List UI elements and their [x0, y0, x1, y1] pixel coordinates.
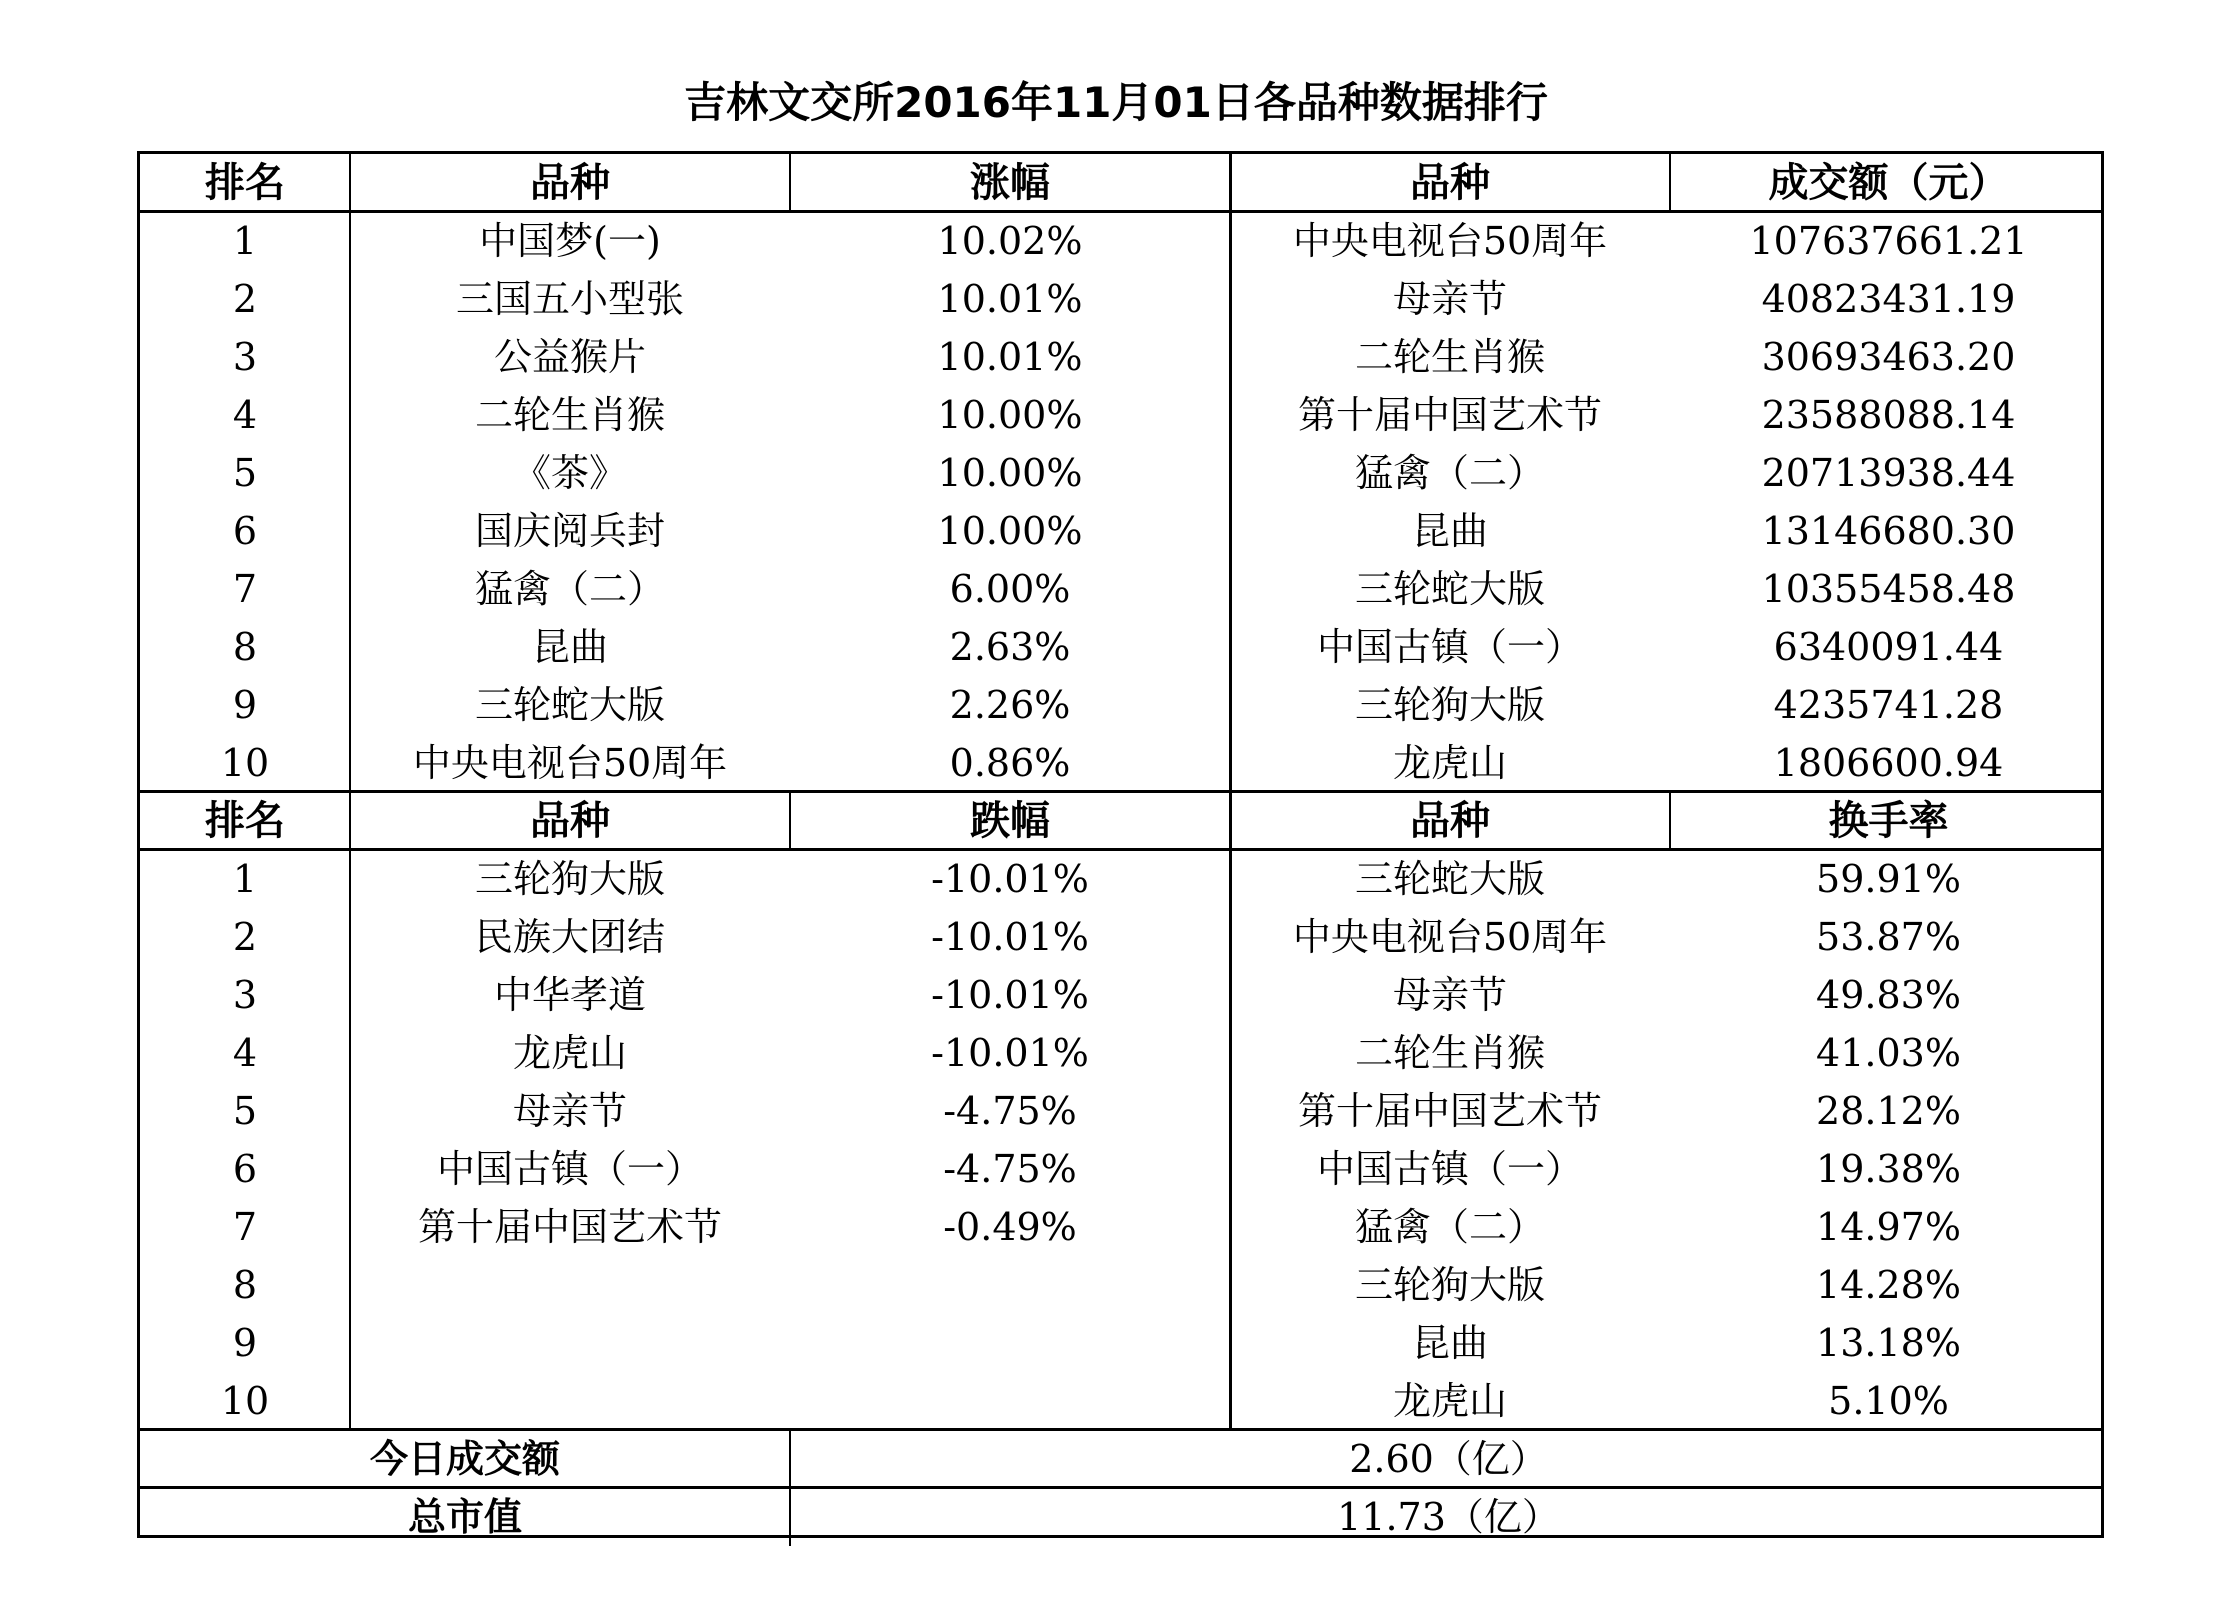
column-divider [1229, 154, 1232, 1430]
summary-row-market-cap [140, 1488, 2101, 1546]
cell-rank: 5 [232, 451, 258, 495]
cell-value: 19.38% [1816, 1147, 1961, 1191]
table-row [140, 1256, 2101, 1314]
summary-value: 11.73（亿） [1337, 1495, 1560, 1539]
page-title: 吉林文交所2016年11月01日各品种数据排行 [684, 78, 1548, 127]
cell-rank: 6 [232, 509, 258, 553]
cell-value: 40823431.19 [1761, 277, 2016, 321]
table-row [140, 676, 2101, 734]
cell-item: 第十届中国艺术节 [1297, 393, 1602, 437]
cell-item: 第十届中国艺术节 [417, 1205, 722, 1249]
cell-rank: 2 [232, 915, 258, 959]
cell-value: 28.12% [1816, 1089, 1961, 1133]
cell-rank: 3 [232, 973, 258, 1017]
cell-rank: 1 [232, 219, 258, 263]
cell-value: 41.03% [1816, 1031, 1961, 1075]
cell-change: 10.00% [937, 451, 1083, 495]
cell-item: 中国古镇（一） [1316, 625, 1583, 669]
cell-change: 10.01% [937, 335, 1083, 379]
table-row [140, 1140, 2101, 1198]
cell-change: -0.49% [943, 1205, 1077, 1249]
summary-label: 总市值 [407, 1495, 522, 1539]
cell-change [790, 1372, 1230, 1430]
cell-change: -10.01% [931, 973, 1089, 1017]
table-row [140, 212, 2101, 270]
cell-value: 6340091.44 [1773, 625, 2004, 669]
column-divider [789, 1430, 791, 1546]
column-divider [349, 154, 351, 1430]
table-row [140, 560, 2101, 618]
cell-item: 三轮狗大版 [1354, 683, 1545, 727]
header-change: 涨幅 [970, 160, 1050, 206]
table-row [140, 1082, 2101, 1140]
cell-item: 龙虎山 [1392, 1379, 1507, 1423]
cell-item: 母亲节 [1392, 277, 1507, 321]
column-divider [1669, 792, 1671, 850]
cell-item: 中华孝道 [493, 973, 646, 1017]
column-divider [789, 792, 791, 850]
cell-value: 1806600.94 [1773, 741, 2004, 785]
cell-item: 三轮蛇大版 [1354, 857, 1545, 901]
ranking-table [137, 151, 2104, 1538]
cell-item: 三轮蛇大版 [1354, 567, 1545, 611]
table-row [140, 734, 2101, 792]
cell-value: 4235741.28 [1773, 683, 2004, 727]
summary-label: 今日成交额 [369, 1437, 560, 1481]
cell-item: 二轮生肖猴 [1354, 1031, 1545, 1075]
header-item: 品种 [1410, 798, 1490, 844]
header-row [140, 154, 2101, 212]
cell-change [790, 1314, 1230, 1372]
cell-rank: 6 [232, 1147, 258, 1191]
cell-item: 中国梦(一) [479, 219, 661, 263]
cell-change: -10.01% [931, 1031, 1089, 1075]
table-row [140, 270, 2101, 328]
table-row [140, 908, 2101, 966]
header-rank: 排名 [205, 160, 285, 206]
header-change: 跌幅 [970, 798, 1050, 844]
cell-item: 国庆阅兵封 [474, 509, 665, 553]
cell-item: 公益猴片 [493, 335, 646, 379]
cell-change [790, 1256, 1230, 1314]
header-row [140, 792, 2101, 850]
cell-change: -10.01% [931, 857, 1089, 901]
header-item: 品种 [1410, 160, 1490, 206]
cell-change: 2.26% [949, 683, 1071, 727]
cell-rank: 1 [232, 857, 258, 901]
cell-item: 三轮狗大版 [474, 857, 665, 901]
cell-item: 三轮蛇大版 [474, 683, 665, 727]
cell-change: 2.63% [949, 625, 1071, 669]
cell-item: 《茶》 [512, 451, 627, 495]
cell-item: 三轮狗大版 [1354, 1263, 1545, 1307]
cell-item: 昆曲 [531, 625, 608, 669]
cell-item: 猛禽（二） [1354, 451, 1545, 495]
column-divider [1669, 154, 1671, 212]
table-row [140, 1314, 2101, 1372]
header-rank: 排名 [205, 798, 285, 844]
table-row [140, 618, 2101, 676]
cell-change: 0.86% [949, 741, 1071, 785]
cell-value: 14.97% [1816, 1205, 1961, 1249]
cell-item: 中国古镇（一） [1316, 1147, 1583, 1191]
cell-rank: 3 [232, 335, 258, 379]
cell-item [350, 1256, 790, 1314]
cell-item: 母亲节 [512, 1089, 627, 1133]
table-row [140, 444, 2101, 502]
header-item: 品种 [530, 160, 610, 206]
cell-item: 中央电视台50周年 [1292, 219, 1608, 263]
cell-item: 昆曲 [1411, 1321, 1488, 1365]
cell-item: 民族大团结 [474, 915, 665, 959]
table-row [140, 1198, 2101, 1256]
cell-value: 13146680.30 [1761, 509, 2016, 553]
cell-item: 龙虎山 [1392, 741, 1507, 785]
cell-rank: 7 [232, 1205, 258, 1249]
cell-change: 10.01% [937, 277, 1083, 321]
cell-change: -10.01% [931, 915, 1089, 959]
cell-rank: 9 [232, 1321, 258, 1365]
cell-item: 猛禽（二） [1354, 1205, 1545, 1249]
cell-item: 母亲节 [1392, 973, 1507, 1017]
cell-value: 10355458.48 [1761, 567, 2016, 611]
cell-change: 6.00% [949, 567, 1071, 611]
cell-change: -4.75% [943, 1089, 1077, 1133]
cell-value: 107637661.21 [1749, 219, 2028, 263]
cell-rank: 5 [232, 1089, 258, 1133]
cell-value: 49.83% [1816, 973, 1961, 1017]
table-row [140, 386, 2101, 444]
cell-rank: 2 [232, 277, 258, 321]
cell-item: 中国古镇（一） [436, 1147, 703, 1191]
cell-value: 5.10% [1828, 1379, 1949, 1423]
cell-item: 中央电视台50周年 [1292, 915, 1608, 959]
cell-change: 10.00% [937, 393, 1083, 437]
header-item: 品种 [530, 798, 610, 844]
cell-value: 20713938.44 [1761, 451, 2016, 495]
cell-value: 13.18% [1816, 1321, 1961, 1365]
cell-rank: 10 [220, 741, 270, 785]
cell-change: 10.00% [937, 509, 1083, 553]
cell-item [350, 1314, 790, 1372]
cell-rank: 8 [232, 625, 258, 669]
cell-value: 59.91% [1816, 857, 1961, 901]
table-row [140, 966, 2101, 1024]
cell-rank: 9 [232, 683, 258, 727]
cell-value: 14.28% [1816, 1263, 1961, 1307]
summary-row-today-volume [140, 1430, 2101, 1488]
cell-item: 二轮生肖猴 [474, 393, 665, 437]
cell-item: 三国五小型张 [455, 277, 684, 321]
cell-rank: 4 [232, 393, 258, 437]
header-value: 换手率 [1828, 798, 1949, 844]
cell-item: 龙虎山 [512, 1031, 627, 1075]
cell-item: 中央电视台50周年 [412, 741, 728, 785]
cell-rank: 4 [232, 1031, 258, 1075]
column-divider [789, 154, 791, 212]
table-row [140, 328, 2101, 386]
cell-value: 23588088.14 [1761, 393, 2016, 437]
header-value: 成交额（元） [1768, 160, 2009, 206]
cell-item [350, 1372, 790, 1430]
table-row [140, 1024, 2101, 1082]
cell-change: 10.02% [937, 219, 1083, 263]
table-row [140, 1372, 2101, 1430]
cell-value: 53.87% [1816, 915, 1961, 959]
cell-rank: 10 [220, 1379, 270, 1423]
cell-value: 30693463.20 [1761, 335, 2016, 379]
cell-rank: 8 [232, 1263, 258, 1307]
summary-value: 2.60（亿） [1349, 1437, 1548, 1481]
cell-item: 猛禽（二） [474, 567, 665, 611]
table-row [140, 502, 2101, 560]
cell-rank: 7 [232, 567, 258, 611]
cell-change: -4.75% [943, 1147, 1077, 1191]
table-row [140, 850, 2101, 908]
cell-item: 二轮生肖猴 [1354, 335, 1545, 379]
cell-item: 昆曲 [1411, 509, 1488, 553]
cell-item: 第十届中国艺术节 [1297, 1089, 1602, 1133]
